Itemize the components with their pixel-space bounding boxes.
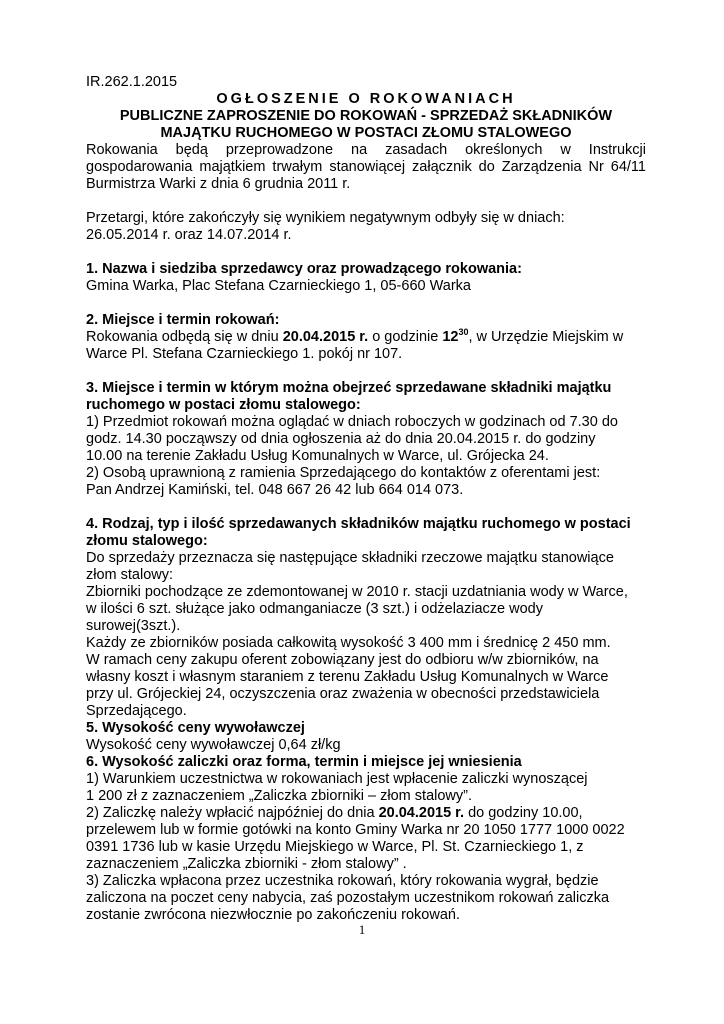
section-6-line: 1) Warunkiem uczestnictwa w rokowaniach jest wpłacenie zaliczki wynoszącej — [86, 771, 588, 787]
section-1-heading: 1. Nazwa i siedziba sprzedawcy oraz prowadzącego rokowania: — [86, 261, 522, 277]
section-4-line: złom stalowy: — [86, 567, 174, 583]
section-4-line: Sprzedającego. — [86, 703, 187, 719]
document-body — [86, 74, 646, 924]
section-2-text-pre: Rokowania odbędą się w dniu — [86, 329, 283, 345]
section-4-line: przy ul. Grójeckiej 24, oczyszczenia oraz zważenia w obecności przedstawiciela — [86, 686, 600, 702]
section-4-line: Do sprzedaży przeznacza się następujące składniki rzeczowe majątku stanowiące — [86, 550, 614, 566]
intro-paragraph: Rokowania będą przeprowadzone na zasadach określonych w Instrukcji gospodarowania majątkiem trwałym stanowiącej załącznik do Zarządzenia Nr 64/11 Burmistrza Warki z dnia 6 grudnia 2011 r. — [86, 142, 646, 192]
section-2-hour-value: 12 — [442, 329, 459, 345]
section-4-heading-line-1: 4. Rodzaj, typ i ilość sprzedawanych składników majątku ruchomego w postaci — [86, 516, 631, 532]
section-2-date: 20.04.2015 r. — [282, 329, 369, 345]
section-6-line: 1 200 zł z zaznaczeniem „Zaliczka zbiorniki – złom stalowy”. — [86, 788, 472, 804]
section-2-line-2: Warce Pl. Stefana Czarnieckiego 1. pokój nr 107. — [86, 346, 403, 362]
section-6-line: zostanie zwrócona niezwłocznie po zakończeniu rokowań. — [86, 907, 460, 923]
section-4-line: W ramach ceny zakupu oferent zobowiązany jest do odbioru w/w zbiorników, na — [86, 652, 599, 668]
section-6-deadline-date: 20.04.2015 r. — [378, 805, 465, 821]
reference-number: IR.262.1.2015 — [86, 74, 178, 90]
section-6-line: 0391 1736 lub w kasie Urzędu Miejskiego w Warce, Pl. St. Czarnieckiego 1, z — [86, 839, 584, 855]
section-3-heading-line-2: ruchomego w postaci złomu stalowego: — [86, 397, 361, 413]
section-2-line-1 — [86, 329, 646, 346]
section-4-line: w ilości 6 szt. służące jako odmanganiacze (3 szt.) i odżelaziacze wody — [86, 601, 543, 617]
section-2-hour — [442, 329, 468, 345]
section-4-heading-line-2: złomu stalowego: — [86, 533, 208, 549]
section-3-line: godz. 14.30 począwszy od dnia ogłoszenia aż do dnia 20.04.2015 r. do godziny — [86, 431, 596, 447]
section-6-line: zaznaczeniem „Zaliczka zbiorniki - złom stalowy” . — [86, 856, 407, 872]
section-1-text: Gmina Warka, Plac Stefana Czarnieckiego 1, 05-660 Warka — [86, 278, 471, 294]
section-2-minutes: 30 — [458, 327, 469, 338]
section-6-line: przelewem lub w formie gotówki na konto Gminy Warka nr 20 1050 1777 1000 0022 — [86, 822, 625, 838]
section-2-heading: 2. Miejsce i termin rokowań: — [86, 312, 280, 328]
section-3-line: 2) Osobą uprawnioną z ramienia Sprzedającego do kontaktów z oferentami jest: — [86, 465, 601, 481]
section-6-line — [86, 805, 646, 822]
section-6-line: 3) Zaliczka wpłacona przez uczestnika rokowań, który rokowania wygrał, będzie — [86, 873, 599, 889]
section-6-heading: 6. Wysokość zaliczki oraz forma, termin i miejsce jej wniesienia — [86, 754, 522, 770]
section-4-line: własny koszt i własnym staraniem z terenu Zakładu Usług Komunalnych w Warce — [86, 669, 609, 685]
section-3-line: Pan Andrzej Kamiński, tel. 048 667 26 42 lub 664 014 073. — [86, 482, 464, 498]
section-5-heading: 5. Wysokość ceny wywoławczej — [86, 720, 305, 736]
section-5-text: Wysokość ceny wywoławczej 0,64 zł/kg — [86, 737, 341, 753]
section-4-line: Każdy ze zbiorników posiada całkowitą wysokość 3 400 mm i średnicę 2 450 mm. — [86, 635, 611, 651]
previous-tenders-line-2: 26.05.2014 r. oraz 14.07.2014 r. — [86, 227, 292, 243]
section-2-text-post: , w Urzędzie Miejskim w — [468, 329, 624, 345]
section-3-heading-line-1: 3. Miejsce i termin w którym można obejrzeć sprzedawane składniki majątku — [86, 380, 612, 396]
previous-tenders-line-1: Przetargi, które zakończyły się wynikiem negatywnym odbyły się w dniach: — [86, 210, 565, 226]
section-4-line: surowej(3szt.). — [86, 618, 181, 634]
document-subtitle-line-1: PUBLICZNE ZAPROSZENIE DO ROKOWAŃ - SPRZEDAŻ SKŁADNIKÓW — [119, 108, 613, 124]
section-2-text-mid: o godzinie — [368, 329, 443, 345]
document-subtitle-line-2: MAJĄTKU RUCHOMEGO W POSTACI ZŁOMU STALOWEGO — [160, 125, 572, 141]
section-4-line: Zbiorniki pochodzące ze zdemontowanej w 2010 r. stacji uzdatniania wody w Warce, — [86, 584, 628, 600]
document-title: OGŁOSZENIE O ROKOWANIACH — [216, 91, 516, 107]
section-6-text-pre: 2) Zaliczkę należy wpłacić najpóźniej do dnia — [86, 805, 379, 821]
section-3-line: 10.00 na terenie Zakładu Usług Komunalnych w Warce, ul. Grójecka 24. — [86, 448, 549, 464]
page-number: 1 — [358, 922, 366, 937]
section-6-text-post: do godziny 10.00, — [464, 805, 583, 821]
section-6-line: zaliczona na poczet ceny nabycia, zaś pozostałym uczestnikom rokowań zaliczka — [86, 890, 610, 906]
section-3-line: 1) Przedmiot rokowań można oglądać w dniach roboczych w godzinach od 7.30 do — [86, 414, 618, 430]
